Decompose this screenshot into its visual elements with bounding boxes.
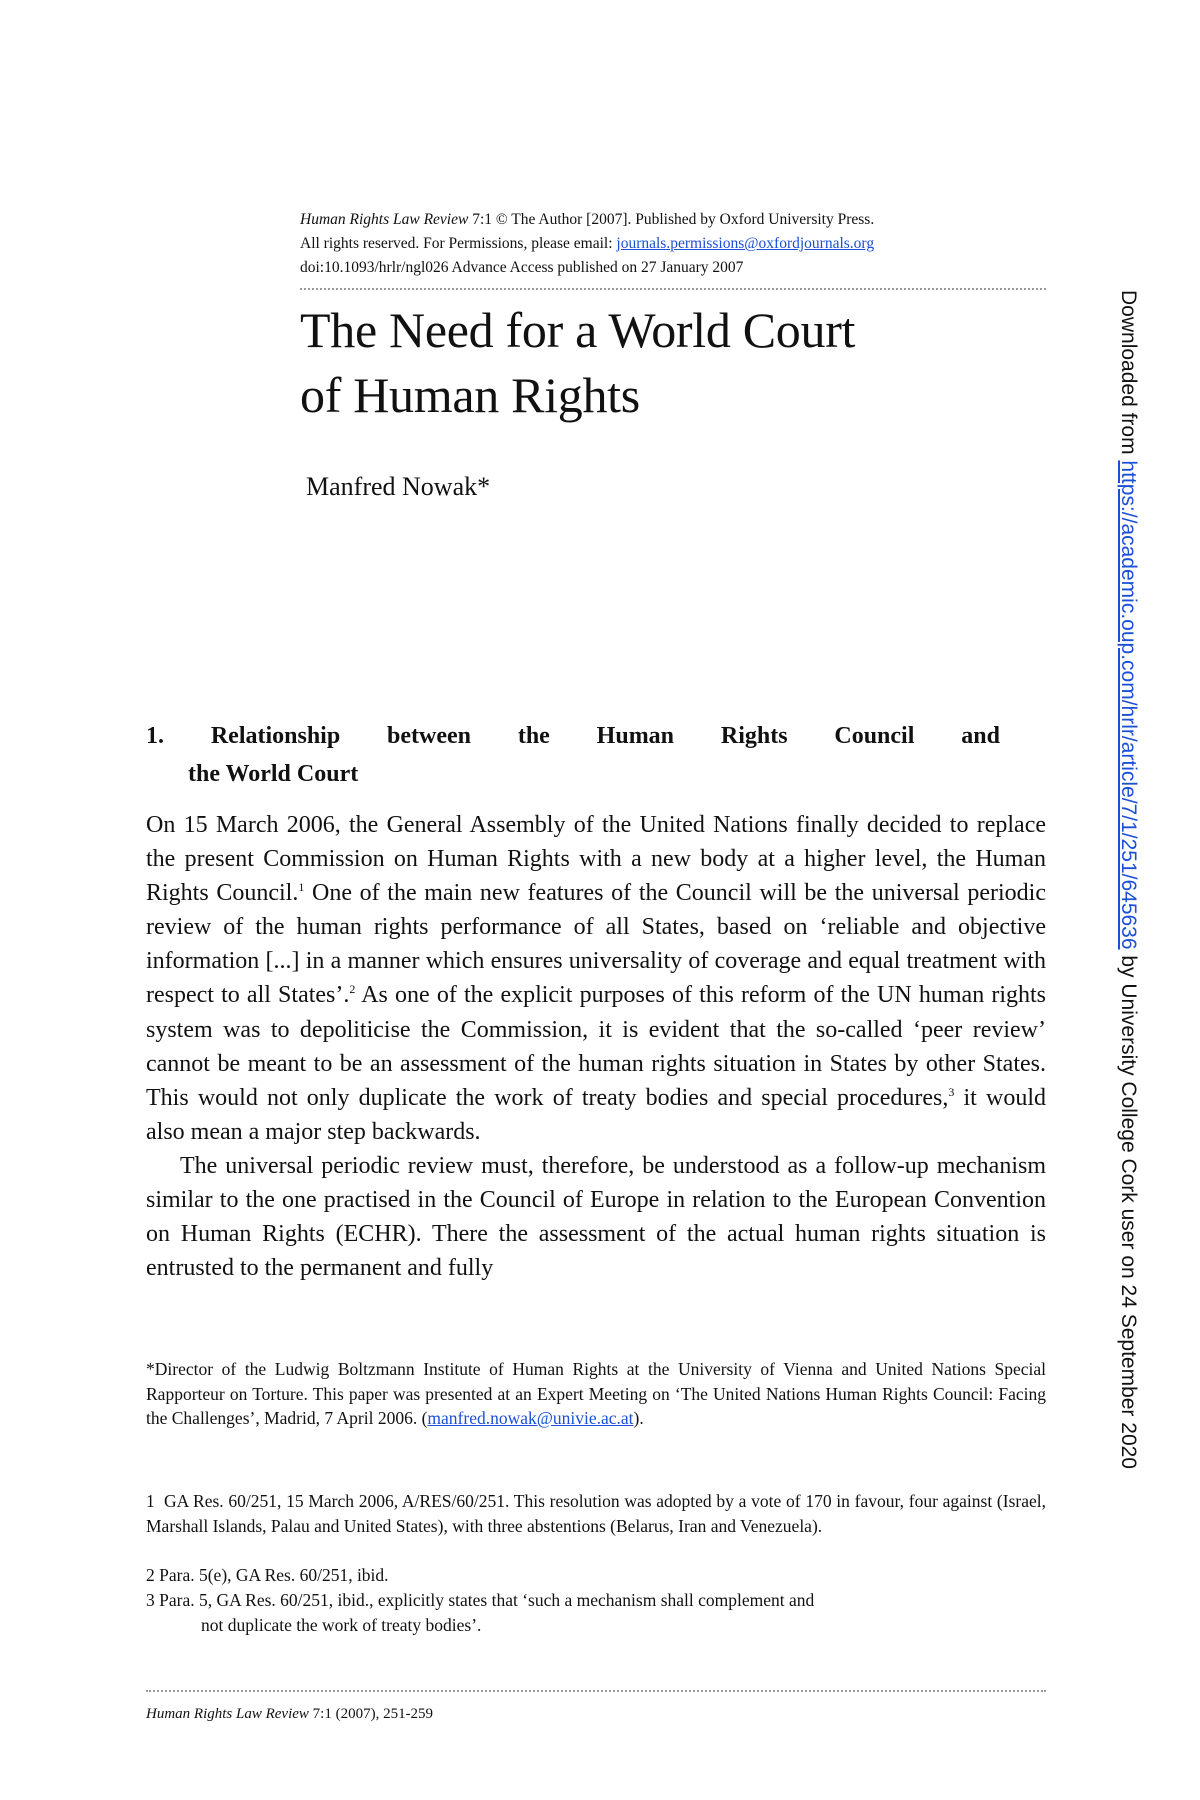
paragraph-2: The universal periodic review must, therefore, be understood as a follow-up mechanism similar to the one practised in the Council of Europe in relation to the European Convention on Human Rights (ECHR). There the assessment of the actual human rights situation is entrusted to the permanent and fully [146, 1152, 1046, 1282]
footnote-ref-2[interactable]: 2 [349, 982, 356, 997]
section-heading [146, 717, 1000, 793]
journal-header [300, 208, 1040, 280]
section-heading-line-2: the World Court [188, 761, 359, 787]
journal-name: Human Rights Law Review [300, 211, 469, 228]
article-title: The Need for a World Court of Human Rights [300, 302, 856, 423]
author-email-link[interactable]: manfred.nowak@univie.ac.at [427, 1408, 634, 1428]
footnote-2: 2 Para. 5(e), GA Res. 60/251, ibid. [146, 1565, 389, 1585]
permissions-email-link[interactable]: journals.permissions@oxfordjournals.org [616, 235, 875, 252]
section-heading-line-1: 1. Relationship between the Human Rights Council and [146, 723, 1000, 749]
header-divider [300, 288, 1046, 290]
footnote-ref-1[interactable]: 1 [298, 880, 305, 895]
header-line-1: Human Rights Law Review 7:1 © The Author [2007]. Published by Oxford University Press. [300, 211, 875, 228]
article-url-link[interactable]: https://academic.oup.com/hrlr/article/7/1/251/645636 [1117, 460, 1140, 950]
page-footer: Human Rights Law Review 7:1 (2007), 251-259 [146, 1706, 434, 1722]
footnote-3: 3 Para. 5, GA Res. 60/251, ibid., explicitly states that ‘such a mechanism shall complement and not duplicate the work of treaty bodies’. [146, 1590, 815, 1635]
paragraph-1: On 15 March 2006, the General Assembly of the United Nations finally decided to replace the present Commission on Human Rights with a new body at a higher level, the Human Rights Council.$^1$ One of the main new features of the Council will be the universal periodic review of the human rights performance of all States, based on ‘reliable and objective information [...] in a manner which ensures universality of coverage and equal treatment with respect to all States’.$^2$ As one of the explicit purposes of this reform of the UN human rights system was to depoliticise the Commission, it is evident that the so-called ‘peer review’ cannot be meant to be an assessment of the human rights situation in States by other States. This would not only duplicate the work of treaty bodies and special procedures,$^3$ it would also mean a major step backwards. [146, 812, 1047, 1145]
footnote-ref-3[interactable]: 3 [948, 1084, 955, 1099]
footnote-star: *Director of the Ludwig Boltzmann Institute of Human Rights at the University of Vienna and United Nations Special Rapporteur on Torture. This paper was presented at an Expert Meeting on ‘The United Nations Human Rights Council: Facing the Challenges’, Madrid, 7 April 2006. (manfred.nowak@univie.ac.at). [146, 1359, 1046, 1428]
body-text [146, 808, 1046, 1285]
author-name: Manfred Nowak* [306, 472, 491, 501]
header-line-3: doi:10.1093/hrlr/ngl026 Advance Access published on 27 January 2007 [300, 259, 744, 276]
footnote-1: 1 GA Res. 60/251, 15 March 2006, A/RES/60/251. This resolution was adopted by a vote of 170 in favour, four against (Israel, Marshall Islands, Palau and United States), with three abstentions (Belarus, Iran and Venezuela). [146, 1491, 1046, 1536]
footer-divider [146, 1690, 1046, 1692]
header-line-2: All rights reserved. For Permissions, please email: journals.permissions@oxfordjournals.org [300, 235, 875, 252]
download-notice: Downloaded from https://academic.oup.com/hrlr/article/7/1/251/645636 by University College Cork user on 24 September 2020 [1117, 290, 1140, 1469]
